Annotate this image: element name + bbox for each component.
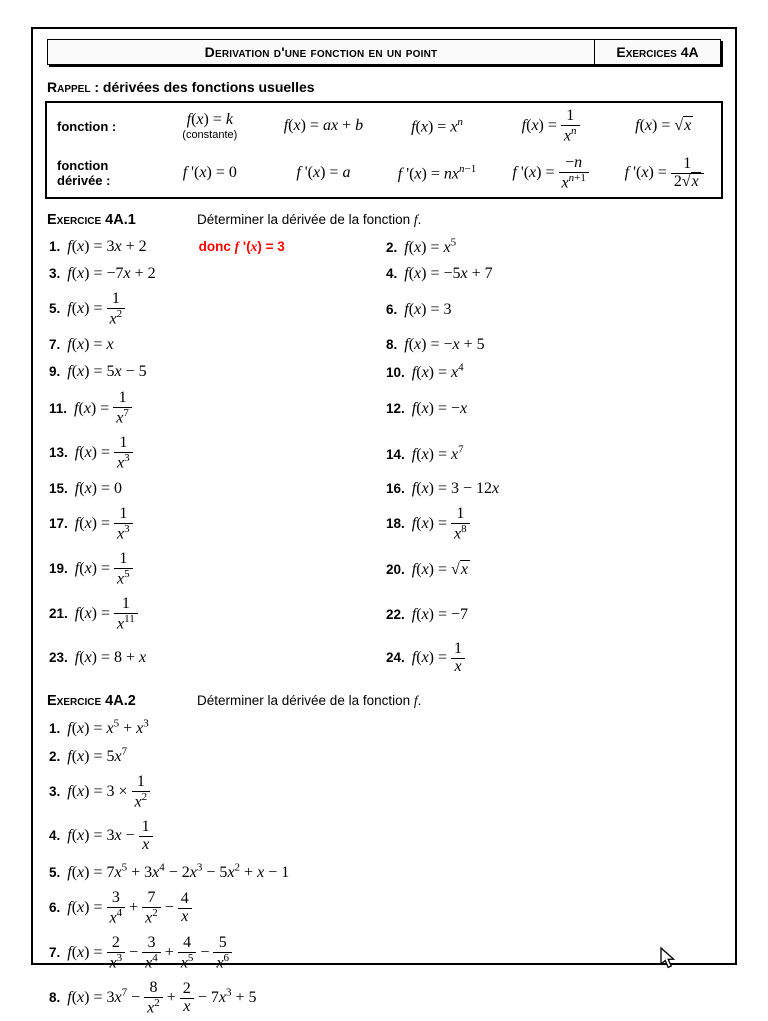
exercise-item [49, 261, 386, 287]
item-expression: f(x) = $\frac{1}{x^3}$ [75, 444, 133, 461]
exercises-badge: Exercices 4A [594, 40, 720, 64]
item-expression: f(x) = 3 × $\frac{1}{x^2}$ [67, 783, 150, 800]
exercise-item [49, 359, 386, 385]
item-expression: f(x) = x [67, 336, 114, 354]
derivative-cell [153, 150, 267, 197]
item-number: 10. [386, 365, 405, 381]
item-expression: f(x) = $\frac{1}{x^8}$ [412, 515, 470, 532]
item-number: 7. [49, 945, 61, 961]
exercise-item [49, 815, 723, 858]
item-number: 24. [386, 650, 405, 665]
item-number: 9. [49, 364, 61, 380]
item-expression: f(x) = 3x + 2 [67, 238, 147, 255]
exercise-item [386, 557, 723, 583]
item-number: 3. [49, 266, 61, 282]
exercise-item [49, 931, 723, 976]
item-expression: f(x) = √x [411, 560, 468, 578]
worksheet-page [31, 27, 737, 1017]
exercise-item [49, 547, 386, 592]
function-cell [494, 103, 608, 150]
item-expression: $f(x) = 7x^5 + 3x^4 - 2x^3 - 5x^2 + x - 1$ [67, 861, 290, 882]
item-expression: f(x) = $\frac{1}{x}$ [412, 649, 465, 666]
rappel-text: : dérivées des fonctions usuelles [90, 79, 315, 95]
item-number: 11. [49, 400, 68, 416]
exercise-4a2-list [49, 714, 723, 1021]
item-number: 18. [386, 516, 405, 532]
mouse-cursor-icon [657, 947, 677, 969]
item-number: 14. [386, 446, 405, 462]
exercise-item [49, 476, 386, 502]
function-cell [153, 103, 267, 150]
exercise-label: Exercice 4A.2 [47, 692, 136, 709]
item-number: 5. [49, 865, 61, 881]
item-number: 20. [386, 561, 405, 577]
item-number: 4. [49, 828, 61, 844]
derivative-formula: f '(x) = a [296, 164, 351, 182]
exercise-4a1-list [49, 233, 723, 680]
item-number: 17. [49, 516, 68, 532]
function-cell [607, 103, 721, 150]
item-number: 5. [49, 301, 61, 317]
exercise-item [386, 332, 723, 358]
item-expression: f(x) = −x [411, 399, 468, 417]
derivative-formula: f '(x) = 0 [182, 164, 237, 182]
exercise-item [49, 592, 386, 637]
item-expression: $f(x) = 5x^7$ [67, 745, 128, 766]
item-expression: f(x) = 8 + x [74, 649, 147, 667]
exercise-4a1-heading [47, 212, 723, 228]
item-expression: $f(x) = x^5 + x^3$ [67, 717, 149, 737]
item-number: 13. [49, 445, 68, 461]
item-number: 2. [49, 749, 61, 765]
derivative-formula: f '$(x) = nx^{n-1}$ [397, 163, 477, 183]
exercise-item [386, 502, 723, 547]
exercise-item [49, 976, 723, 1021]
function-cell [380, 103, 494, 150]
function-formula: f(x) = ax + b [283, 117, 364, 135]
exercise-item [49, 770, 723, 815]
derivative-formula: f '(x) = $\frac{1}{2√x}$ [625, 156, 704, 191]
exercise-item [386, 358, 723, 386]
item-expression: f(x) = $\frac{1}{x^3}$ [75, 515, 133, 532]
exercise-4a2-heading [47, 693, 723, 709]
rappel-label: Rappel [47, 79, 91, 95]
item-expression: f(x) = $\frac{1}{x^{11}}$ [75, 605, 138, 622]
function-cell [267, 103, 381, 150]
item-number: 6. [49, 900, 61, 916]
derivative-cell [607, 150, 721, 197]
item-number: 1. [49, 720, 61, 736]
derivative-formula: f '(x) = $\frac{-n}{x^{n+1}}$ [512, 155, 588, 192]
item-expression: $f(x) = 3x^7$ − $\frac{8}{x^2}$ + $\frac{2}{x}$ − $7x^3 + 5$ [67, 978, 257, 1017]
item-expression: f(x) = 3 − 12x [411, 480, 500, 498]
exercise-item [49, 287, 386, 332]
exercise-item [49, 386, 386, 431]
exercise-instruction: Déterminer la dérivée de la fonction f. [197, 692, 422, 708]
item-number: 12. [386, 400, 405, 416]
exercise-item [386, 297, 723, 323]
exercise-item [49, 645, 386, 671]
row-label-function: fonction : [57, 118, 117, 134]
exercise-item [49, 886, 723, 931]
exercise-item [49, 234, 386, 260]
exercise-item [49, 332, 386, 358]
item-number: 23. [49, 650, 68, 666]
derivative-cell [267, 150, 381, 197]
exercise-item [49, 431, 386, 476]
exercise-item [386, 476, 723, 502]
item-number: 4. [386, 266, 398, 282]
item-expression: f(x) = −5x + 7 [404, 265, 493, 283]
item-expression: f(x) = $\frac{1}{x^5}$ [75, 560, 133, 577]
exercise-item [386, 637, 723, 680]
exercise-item [386, 396, 723, 422]
item-expression: $f(x) = x^4$ [411, 362, 464, 382]
exercise-item [49, 714, 723, 742]
item-number: 2. [386, 240, 398, 256]
item-expression: f(x) = $\frac{3}{x^4}$ + $\frac{7}{x^2}$ − $\frac{4}{x}$ [67, 899, 192, 916]
derivative-rules-table [45, 101, 723, 199]
item-expression: f(x) = 3x − $\frac{1}{x}$ [67, 827, 152, 844]
exercise-item [49, 502, 386, 547]
answer-note: donc f '(x) = 3 [198, 239, 285, 254]
exercise-item [49, 742, 723, 770]
exercise-item [49, 858, 723, 886]
exercise-item [386, 233, 723, 261]
item-expression: f(x) = 5x − 5 [67, 363, 147, 381]
item-number: 16. [386, 481, 405, 497]
item-number: 21. [49, 606, 68, 622]
derivative-cell [380, 150, 494, 197]
item-expression: f(x) = $\frac{2}{x^3}$ − $\frac{3}{x^4}$ + $\frac{4}{x^5}$ − $\frac{5}{x^6}$ [67, 944, 232, 961]
exercise-item [386, 602, 723, 628]
constant-note: (constante) [182, 129, 238, 142]
header-bar [47, 39, 721, 65]
derivative-cell [494, 150, 608, 197]
item-expression: f(x) = 0 [74, 480, 123, 498]
item-number: 3. [49, 784, 61, 800]
item-expression: f(x) = $\frac{1}{x^2}$ [67, 300, 125, 317]
page-title: Derivation d'une fonction en un point [204, 44, 438, 60]
item-number: 7. [49, 337, 61, 353]
item-number: 19. [49, 561, 68, 577]
function-formula: f(x) = √x [635, 117, 692, 135]
exercise-item [386, 440, 723, 468]
item-number: 8. [49, 990, 61, 1006]
item-expression: $f(x) = x^7$ [411, 443, 464, 463]
item-expression: f(x) = 3 [404, 300, 452, 318]
exercise-instruction: Déterminer la dérivée de la fonction f. [197, 211, 422, 227]
function-formula: f(x) = k [186, 111, 233, 129]
item-number: 1. [49, 239, 61, 254]
exercise-item [386, 261, 723, 287]
item-expression: f(x) = −x + 5 [404, 336, 485, 354]
item-expression: $f(x) = x^5$ [404, 236, 457, 257]
row-label-derivative: fonction dérivée : [57, 158, 111, 189]
function-formula: $f(x) = x^n$ [411, 116, 463, 136]
item-expression: f(x) = −7 [411, 605, 469, 623]
item-expression: f(x) = −7x + 2 [67, 265, 156, 283]
item-number: 8. [386, 337, 398, 353]
section-heading-rappel [47, 79, 723, 95]
item-expression: f(x) = $\frac{1}{x^7}$ [74, 400, 132, 417]
function-formula: f(x) = $\frac{1}{x^n}$ [522, 108, 580, 145]
item-number: 22. [386, 606, 405, 622]
item-number: 15. [49, 481, 68, 497]
item-number: 6. [386, 301, 398, 317]
exercise-label: Exercice 4A.1 [47, 211, 136, 228]
